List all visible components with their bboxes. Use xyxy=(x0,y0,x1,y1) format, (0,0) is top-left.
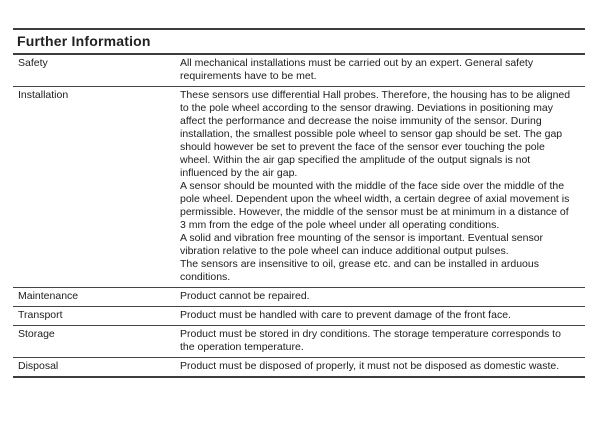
table-title: Further Information xyxy=(13,30,585,55)
table-row xyxy=(13,307,585,326)
row-content xyxy=(180,309,585,322)
row-paragraph: The sensors are insensitive to oil, grease etc. and can be installed in arduous conditions. xyxy=(180,258,539,283)
table-row xyxy=(13,288,585,307)
row-content xyxy=(180,57,585,83)
row-paragraph: A solid and vibration free mounting of the sensor is important. Eventual sensor vibration relative to the pole wheel can induce additional output pulses. xyxy=(180,232,544,257)
info-table-body xyxy=(13,55,585,378)
row-content xyxy=(180,290,585,303)
row-label: Storage xyxy=(18,328,55,340)
row-paragraph: These sensors use differential Hall probes. Therefore, the housing has to be aligned to the pole wheel according to the sensor drawing. Deviations in positioning may affect the performance and decrease the noise immunity of the sensor. During installation, the smallest possible pole wheel to sensor gap should be set. The gap should however be set to prevent the face of the sensor ever touching the pole wheel. Within the air gap specified the amplitude of the output signals is not influenced by the air gap. xyxy=(180,89,571,179)
row-paragraph: Product must be handled with care to prevent damage of the front face. xyxy=(180,309,511,321)
table-row xyxy=(13,358,585,378)
row-paragraph: Product cannot be repaired. xyxy=(180,290,310,302)
row-paragraph: Product must be stored in dry conditions. The storage temperature corresponds to the operation temperature. xyxy=(180,328,561,353)
further-information-table xyxy=(13,28,585,378)
row-label: Transport xyxy=(18,309,63,321)
table-row xyxy=(13,87,585,288)
row-label: Disposal xyxy=(18,360,59,372)
row-paragraph: A sensor should be mounted with the middle of the face side over the middle of the pole wheel. Dependent upon the wheel width, a certain degree of axial movement is permissible. However, the middle of the sensor must be at minimum in a distance of 3 mm from the edge of the pole wheel under all operating conditions. xyxy=(180,180,570,231)
table-row xyxy=(13,55,585,87)
row-label: Installation xyxy=(18,89,69,101)
row-label: Maintenance xyxy=(18,290,79,302)
table-row xyxy=(13,326,585,358)
row-paragraph: All mechanical installations must be carried out by an expert. General safety requirements have to be met. xyxy=(180,57,534,82)
row-content xyxy=(180,360,585,373)
row-label: Safety xyxy=(18,57,48,69)
row-content xyxy=(180,89,585,284)
row-paragraph: Product must be disposed of properly, it must not be disposed as domestic waste. xyxy=(180,360,560,372)
row-content xyxy=(180,328,585,354)
